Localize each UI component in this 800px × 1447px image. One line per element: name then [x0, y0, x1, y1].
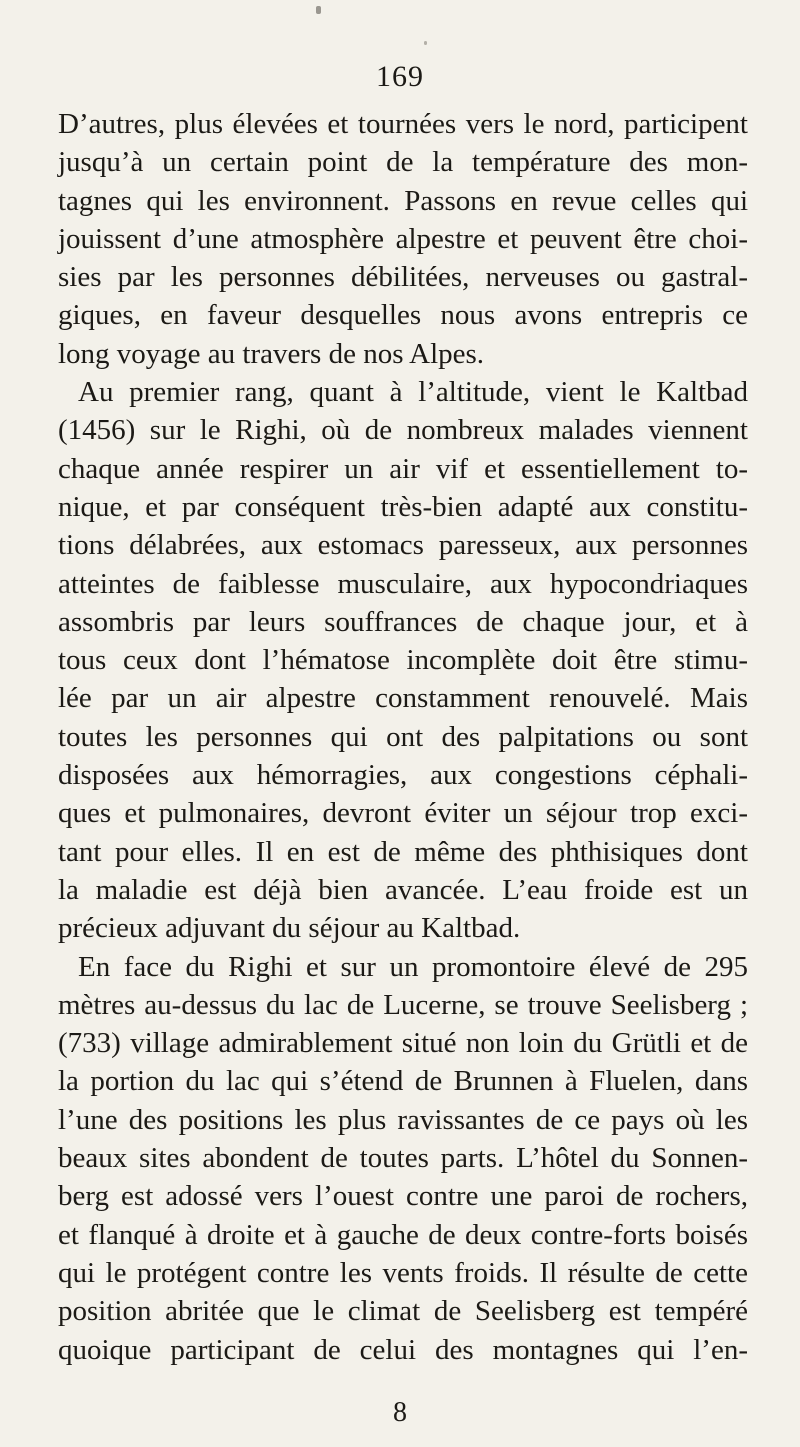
text-line: et flanqué à droite et à gauche de deux contre-forts boisés [58, 1218, 748, 1251]
body-text [58, 105, 748, 1369]
text-line: (733) village admirablement situé non loin du Grütli et de [58, 1027, 748, 1060]
text-line: l’une des positions les plus ravissantes de ce pays où les [58, 1103, 748, 1136]
text-line: ques et pulmonaires, devront éviter un séjour trop exci- [58, 797, 748, 830]
text-line: jusqu’à un certain point de la température des mon- [58, 146, 748, 179]
text-line: la maladie est déjà bien avancée. L’eau froide est un [58, 873, 748, 906]
text-line: sies par les personnes débilitées, nerveuses ou gastral- [58, 261, 748, 294]
text-line: tions délabrées, aux estomacs paresseux, aux personnes [58, 529, 748, 562]
text-line: jouissent d’une atmosphère alpestre et peuvent être choi- [58, 222, 748, 255]
signature-mark: 8 [393, 1397, 407, 1428]
text-line: tagnes qui les environnent. Passons en revue celles qui [58, 184, 748, 217]
text-line: chaque année respirer un air vif et essentiellement to- [58, 452, 748, 485]
text-line: assombris par leurs souffrances de chaque jour, et à [58, 605, 748, 638]
text-line: lée par un air alpestre constamment renouvelé. Mais [58, 682, 748, 715]
text-line: tant pour elles. Il en est de même des phthisiques dont [58, 835, 748, 868]
text-line: tous ceux dont l’hématose incomplète doit être stimu- [58, 644, 748, 677]
ink-speck [424, 41, 427, 45]
text-line: toutes les personnes qui ont des palpitations ou sont [58, 720, 748, 753]
text-line: précieux adjuvant du séjour au Kaltbad. [58, 912, 521, 945]
text-line: D’autres, plus élevées et tournées vers le nord, participent [58, 108, 748, 140]
page-number: 169 [376, 60, 424, 93]
text-line: long voyage au travers de nos Alpes. [58, 337, 485, 370]
text-line: qui le protégent contre les vents froids. Il résulte de cette [58, 1256, 748, 1289]
text-line: mètres au-dessus du lac de Lucerne, se trouve Seelisberg ; [58, 988, 748, 1021]
ink-speck [316, 6, 321, 14]
text-line: berg est adossé vers l’ouest contre une paroi de rochers, [58, 1180, 748, 1213]
text-line: Au premier rang, quant à l’altitude, vient le Kaltbad [78, 376, 748, 409]
text-line: En face du Righi et sur un promontoire élevé de 295 [78, 950, 748, 983]
text-line: nique, et par conséquent très-bien adapté aux constitu- [58, 490, 748, 523]
text-line: giques, en faveur desquelles nous avons entrepris ce [58, 299, 748, 332]
text-line: atteintes de faiblesse musculaire, aux hypocondriaques [58, 567, 748, 600]
text-line: disposées aux hémorragies, aux congestions céphali- [58, 759, 748, 792]
text-line: position abritée que le climat de Seelisberg est tempéré [58, 1295, 748, 1328]
text-line: quoique participant de celui des montagnes qui l’en- [58, 1333, 748, 1366]
text-line: la portion du lac qui s’étend de Brunnen à Fluelen, dans [58, 1065, 748, 1098]
text-line: beaux sites abondent de toutes parts. L’hôtel du Sonnen- [58, 1142, 748, 1175]
text-line: (1456) sur le Righi, où de nombreux malades viennent [58, 414, 748, 447]
